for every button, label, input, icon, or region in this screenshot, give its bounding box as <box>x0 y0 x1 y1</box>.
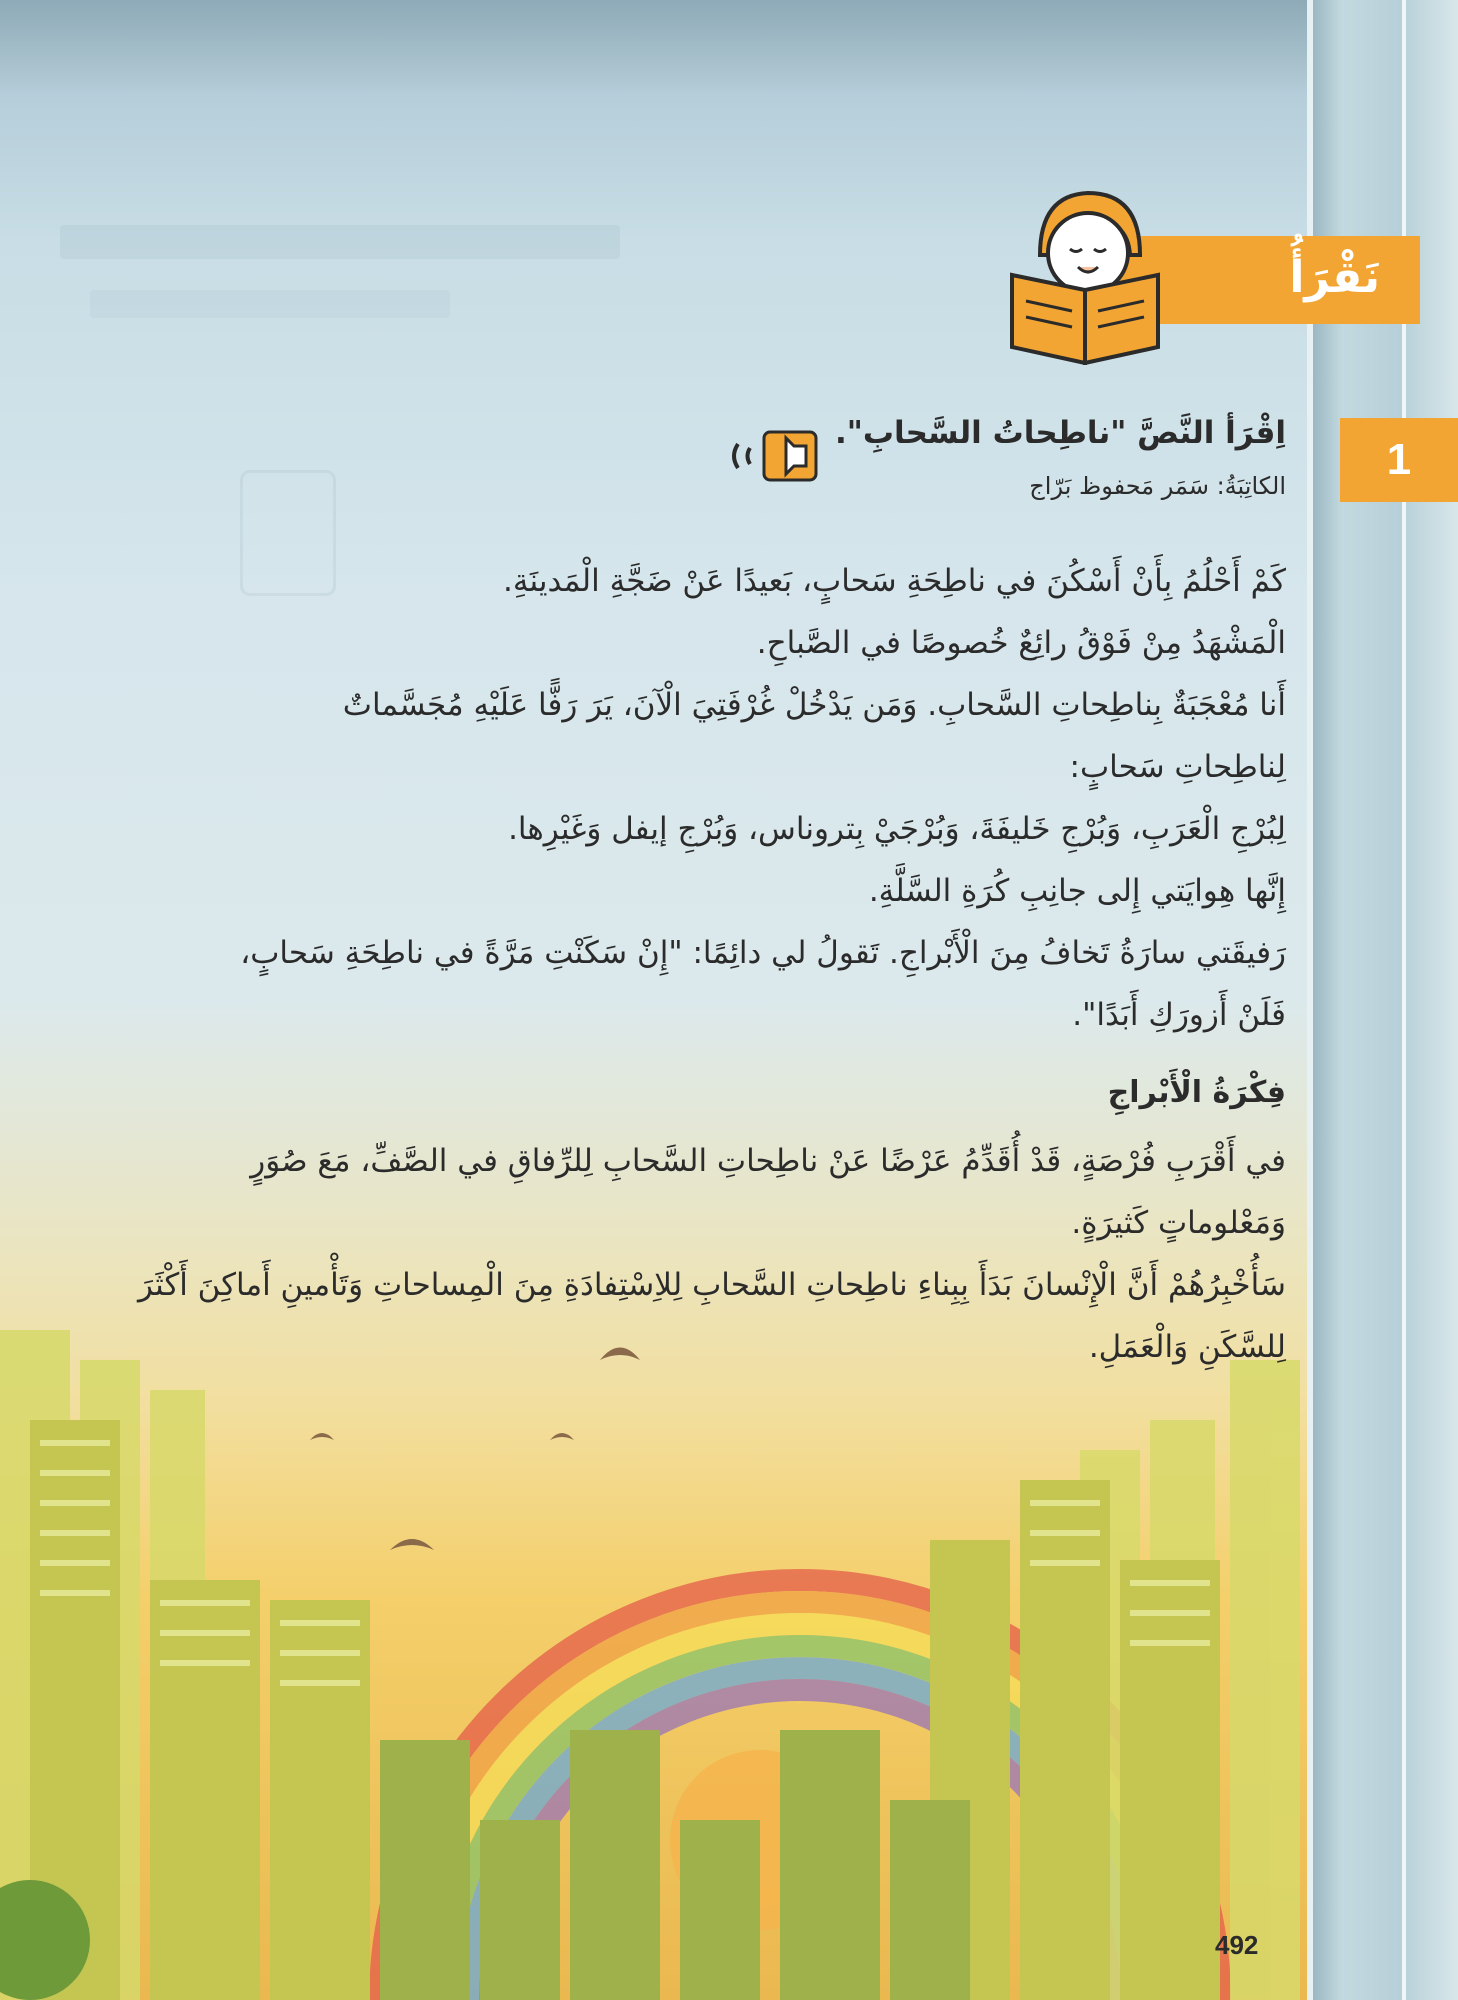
section-title: نَقْرَأُ <box>1289 252 1380 303</box>
paragraph-line: لِناطِحاتِ سَحابٍ: <box>1069 749 1286 785</box>
paragraph-line: أَنا مُعْجَبَةٌ بِناطِحاتِ السَّحابِ. وَمَن يَدْخُلْ غُرْفَتِيَ الْآنَ، يَرَ رَفًّا عَلَيْهِ مُجَسَّماتٌ <box>342 687 1286 723</box>
window-frame-top <box>0 0 1458 95</box>
reading-child-icon <box>1000 175 1170 365</box>
reading-body <box>86 550 1286 1046</box>
paragraph-line: إِنَّها هِوايَتي إِلى جانِبِ كُرَةِ السَّلَّةِ. <box>868 873 1286 909</box>
paragraph-line: سَأُخْبِرُهُمْ أَنَّ الْإِنْسانَ بَدَأَ بِبِناءِ ناطِحاتِ السَّحابِ لِلاِسْتِفادَةِ مِنَ الْمِساحاتِ وَتَأْمينِ أَماكِنَ أَكْثَرَ <box>137 1267 1286 1303</box>
paragraph-line: الْمَشْهَدُ مِنْ فَوْقُ رائِعٌ خُصوصًا في الصَّباحِ. <box>756 625 1286 661</box>
paragraph-line: في أَقْرَبِ فُرْصَةٍ، قَدْ أُقَدِّمُ عَرْضًا عَنْ ناطِحاتِ السَّحابِ لِلرِّفاقِ في الصَّفِّ، مَعَ صُوَرٍ <box>250 1143 1286 1179</box>
reading-instruction: اِقْرَأ النَّصَّ "ناطِحاتُ السَّحابِ". <box>834 415 1286 451</box>
paragraph-line: رَفيقَتي سارَةُ تَخافُ مِنَ الْأَبْراجِ. تَقولُ لي دائِمًا: "إِنْ سَكَنْتِ مَرَّةً في ناطِحَةِ سَحابٍ، <box>240 935 1286 971</box>
faded-background-line <box>60 225 620 259</box>
reading-author: الكاتِبَةُ: سَمَر مَحفوظ بَرّاج <box>1029 472 1286 500</box>
paragraph-line: كَمْ أَحْلُمُ بِأَنْ أَسْكُنَ في ناطِحَةِ سَحابٍ، بَعيدًا عَنْ ضَجَّةِ الْمَدينَةِ. <box>503 563 1286 599</box>
reading-body-continued <box>86 1130 1286 1378</box>
page-number: 492 <box>1215 1930 1259 1960</box>
city-skyline-illustration <box>0 1300 1300 2000</box>
faded-background-line <box>90 290 450 318</box>
paragraph-line: وَمَعْلوماتٍ كَثيرَةٍ. <box>1071 1205 1286 1241</box>
paragraph-line: فَلَنْ أَزورَكِ أَبَدًا". <box>1072 997 1286 1033</box>
paragraph-line: لِبُرْجِ الْعَرَبِ، وَبُرْجِ خَليفَةَ، وَبُرْجَيْ بِتروناس، وَبُرْجِ إيفل وَغَيْرِها. <box>508 811 1286 847</box>
section-number-badge: 1 <box>1340 418 1458 502</box>
subheading: فِكْرَةُ الْأَبْراجِ <box>1107 1075 1286 1110</box>
paragraph-line: لِلسَّكَنِ وَالْعَمَلِ. <box>1088 1329 1286 1365</box>
